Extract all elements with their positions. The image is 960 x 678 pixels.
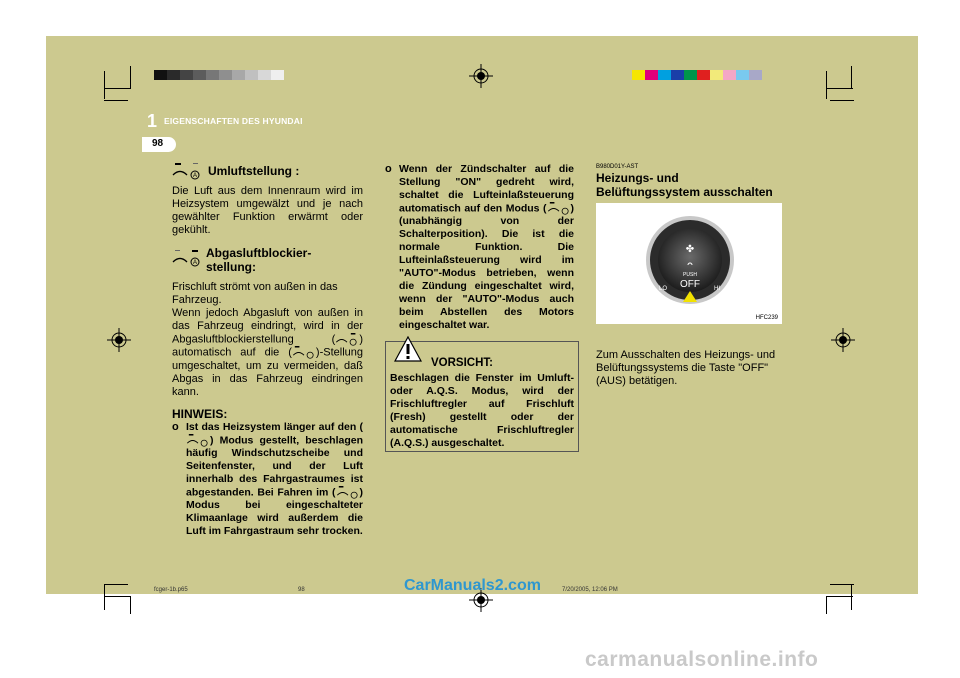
chapter-title: EIGENSCHAFTEN DES HYUNDAI bbox=[164, 116, 303, 126]
recirculation-mode-icon bbox=[547, 202, 571, 215]
figure-off-button bbox=[596, 203, 782, 324]
color-swatch bbox=[206, 70, 219, 80]
exhaust-block-mode-icon bbox=[335, 333, 359, 346]
exhaust-block-mode-icon bbox=[172, 250, 202, 267]
crop-mark bbox=[130, 596, 131, 614]
knob-hi-label: HI bbox=[714, 286, 720, 292]
recirculation-mode-icon bbox=[172, 163, 202, 180]
color-swatch bbox=[697, 70, 710, 80]
umluft-heading-row bbox=[172, 163, 363, 180]
crop-mark bbox=[130, 66, 131, 88]
hinweis-text: Ist das Heizsystem länger auf den () Modus gestellt, beschlagen häufig Windschutzscheibe und Seitenfenster, und der Luft innerhalb des Fahrgastraumes ist abgestanden. Bei Fahren im ( ) Modus bei eingeschalteter Klimaanlage wird außerdem die Luft im Fahrgastraum sehr trocken. bbox=[186, 420, 363, 538]
off-instruction-text: Zum Ausschalten des Heizungs- und Belüftungssystems die Taste "OFF" (AUS) betätigen. bbox=[596, 349, 776, 387]
page-number-tab bbox=[142, 137, 176, 152]
registration-mark-icon bbox=[469, 64, 493, 88]
page-number: 98 bbox=[152, 138, 164, 149]
recirculation-mode-icon bbox=[292, 346, 316, 359]
crop-mark bbox=[826, 71, 827, 99]
color-swatch bbox=[154, 70, 167, 80]
knob-lo-label: LO bbox=[658, 286, 668, 292]
color-swatch bbox=[710, 70, 723, 80]
warning-triangle-icon bbox=[394, 336, 422, 362]
crop-mark bbox=[851, 584, 852, 610]
zuendschalter-text: Wenn der Zündschalter auf die Stellung "ON" gedreht wird, schaltet die Lufteinlaßsteuerung automatisch auf den Modus ( ) (unabhängig von der Schalterposition). Die ist die normale Funktion. Die Lufteinlaßsteuerung wird im "AUTO"-Modus betrieben, wenn die Zündung eingeschaltet wird, wenn der "AUTO"-Modus auch beim Abstellen des Motors eingeschaltet war. bbox=[399, 163, 574, 332]
recirculation-mode-icon bbox=[336, 486, 360, 499]
color-swatch bbox=[167, 70, 180, 80]
figure-code: HFC239 bbox=[755, 315, 778, 321]
recirculation-mode-icon bbox=[186, 434, 210, 447]
caution-title: VORSICHT: bbox=[431, 357, 493, 369]
caution-text: Beschlagen die Fenster im Umluft- oder A.Q.S. Modus, wird der Frischluftregler auf Frischluft (Fresh) gestellt oder der automatische Frischluftregler (A.Q.S.) ausgeschaltet. bbox=[390, 372, 574, 449]
column-right bbox=[596, 163, 782, 199]
hinweis-heading: HINWEIS: bbox=[172, 406, 228, 421]
crop-mark bbox=[826, 88, 853, 89]
svg-text:A: A bbox=[193, 173, 198, 179]
crop-mark bbox=[104, 596, 131, 597]
watermark-carmanualsonline[interactable]: carmanualsonline.info bbox=[585, 648, 819, 671]
climate-knob-illustration bbox=[596, 203, 782, 324]
color-swatch bbox=[749, 70, 762, 80]
umluft-heading: Umluftstellung : bbox=[208, 164, 300, 178]
color-swatch bbox=[723, 70, 736, 80]
registration-mark-icon bbox=[831, 328, 855, 352]
abgas-paragraph-1: Frischluft strömt von außen in das Fahrzeug. bbox=[172, 281, 338, 306]
color-swatch bbox=[193, 70, 206, 80]
watermark-carmanuals2[interactable]: CarManuals2.com bbox=[404, 577, 541, 594]
color-swatch bbox=[684, 70, 697, 80]
footer-datetime: 7/20/2005, 12:06 PM bbox=[562, 587, 618, 593]
color-swatch bbox=[736, 70, 749, 80]
crop-mark bbox=[851, 66, 852, 88]
color-swatch bbox=[658, 70, 671, 80]
svg-text:✤: ✤ bbox=[685, 244, 695, 255]
column-middle: o Wenn der Zündschalter auf die Stellung "ON" gedreht wird, schaltet die Lufteinlaßsteuerung automatisch auf den Modus ( ) (unabhängig von der Schalterposition). Die ist die normale Funktion. Die Lufteinlaßsteuerung wird im "AUTO"-Modus betrieben, wenn die Zündung eingeschaltet wird, wenn der "AUTO"-Modus auch beim Abstellen des Motors eingeschaltet war. bbox=[385, 163, 574, 332]
registration-mark-icon bbox=[107, 328, 131, 352]
crop-mark bbox=[104, 584, 128, 585]
grayscale-swatches bbox=[154, 70, 284, 80]
hinweis-bullet-row: o Ist das Heizsystem länger auf den () Modus gestellt, beschlagen häufig Windschutzscheibe und Seitenfenster, und der Luft innerhalb des Fahrgastraumes ist abgestanden. Bei Fahren im ( ) Modus bei eingeschalteter Klimaanlage wird außerdem die Luft im Fahrgastraum sehr trocken. bbox=[172, 420, 363, 538]
color-swatch bbox=[219, 70, 232, 80]
color-swatch bbox=[632, 70, 645, 80]
color-swatch bbox=[671, 70, 684, 80]
color-swatch bbox=[180, 70, 193, 80]
section-heading: Heizungs- und Belüftungssystem ausschalten bbox=[596, 171, 773, 199]
color-swatch bbox=[258, 70, 271, 80]
knob-push-label: PUSH bbox=[683, 272, 697, 278]
crop-mark bbox=[104, 584, 105, 610]
abgas-heading-row bbox=[172, 246, 363, 274]
crop-mark bbox=[826, 596, 827, 614]
crop-mark bbox=[104, 100, 128, 101]
abgas-paragraph-2: Wenn jedoch Abgasluft von außen in das Fahrzeug eindringt, wird in der Abgasluftblockierstellung ( ) automatisch auf die ( )-Stellung umgeschaltet, um zu vermeiden, daß Abgas in das Fahrzeug eindringen kann. bbox=[172, 307, 363, 398]
footer-page: 98 bbox=[298, 587, 305, 593]
color-swatches bbox=[632, 70, 762, 80]
color-swatch bbox=[245, 70, 258, 80]
crop-mark bbox=[104, 88, 131, 89]
crop-mark bbox=[826, 596, 853, 597]
knob-off-label: OFF bbox=[680, 279, 700, 290]
caution-box bbox=[385, 341, 579, 452]
color-swatch bbox=[232, 70, 245, 80]
crop-mark bbox=[104, 71, 105, 99]
footer-file: fcger-1b.p65 bbox=[154, 587, 188, 593]
crop-mark bbox=[830, 100, 854, 101]
umluft-text: Die Luft aus dem Innenraum wird im Heizsystem umgewälzt und je nach gewählter Funktion erwärmt oder gekühlt. bbox=[172, 185, 363, 236]
color-swatch bbox=[271, 70, 284, 80]
column-left bbox=[172, 163, 363, 538]
color-swatch bbox=[645, 70, 658, 80]
svg-text:A: A bbox=[193, 260, 198, 266]
abgas-heading-line1: Abgasluftblockier- bbox=[206, 246, 312, 260]
chapter-number: 1 bbox=[147, 111, 158, 131]
section-code: B980D01Y-AST bbox=[596, 164, 639, 170]
abgas-heading-line2: stellung: bbox=[206, 260, 256, 274]
